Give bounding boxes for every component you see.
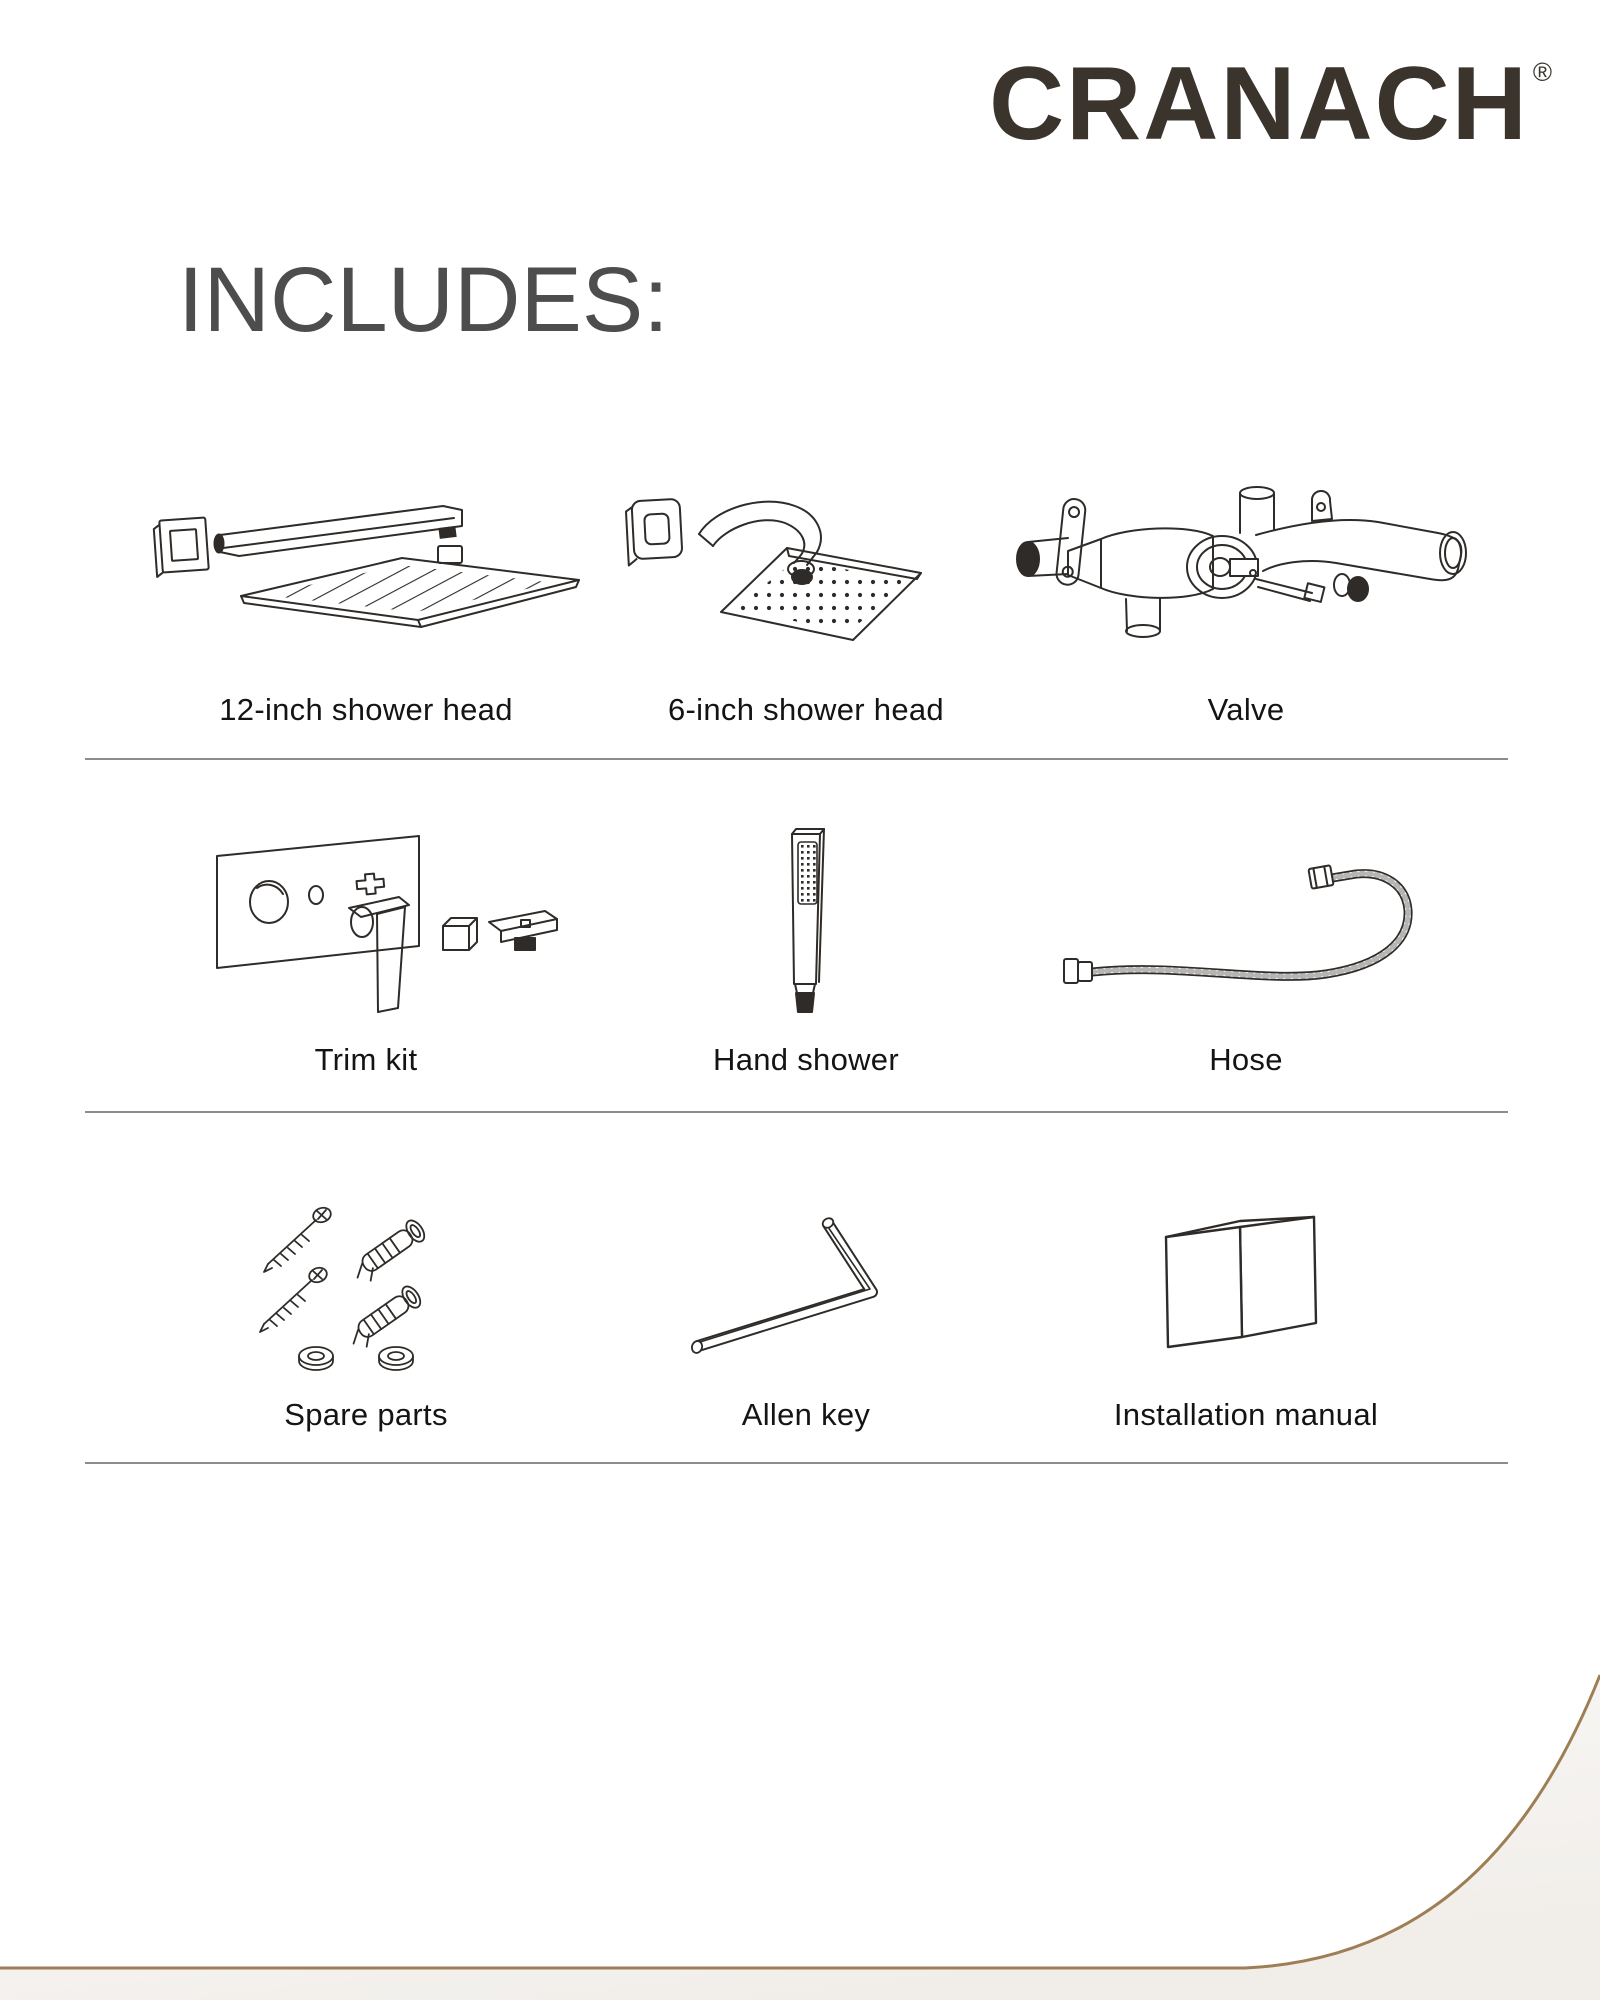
item-label: Installation manual <box>1113 1397 1379 1432</box>
trim-kit-icon <box>151 828 581 1020</box>
item-cell-trim-kit <box>146 818 586 1078</box>
items-row-3 <box>146 1185 1466 1433</box>
allen-key-icon <box>676 1210 936 1360</box>
installation-manual-icon <box>1116 1205 1376 1365</box>
item-art <box>1026 818 1466 1030</box>
item-art <box>676 1185 936 1385</box>
item-label: Spare parts <box>284 1397 448 1432</box>
item-art <box>621 452 991 680</box>
hose-icon <box>1026 852 1466 997</box>
item-label: Allen key <box>741 1397 871 1432</box>
row-divider <box>85 758 1508 760</box>
item-cell-spare-parts <box>146 1185 586 1433</box>
item-cell-valve <box>1026 452 1466 728</box>
row-divider <box>85 1111 1508 1113</box>
item-art <box>1116 1185 1376 1385</box>
item-cell-6in-shower-head <box>586 452 1026 728</box>
item-label: 6-inch shower head <box>668 692 944 727</box>
item-label: Hand shower <box>713 1042 899 1077</box>
item-art <box>151 818 581 1030</box>
item-art <box>151 452 581 680</box>
row-divider <box>85 1462 1508 1464</box>
item-cell-installation-manual <box>1026 1185 1466 1433</box>
hand-shower-icon <box>746 826 866 1022</box>
shower-head-12in-icon <box>151 499 581 634</box>
item-art <box>216 1185 516 1385</box>
items-row-2 <box>146 818 1466 1078</box>
registered-mark: ® <box>1532 57 1552 87</box>
spare-parts-icon <box>216 1194 516 1376</box>
item-label: 12-inch shower head <box>219 692 513 727</box>
valve-icon <box>1006 481 1486 651</box>
item-label: Trim kit <box>314 1042 418 1077</box>
page-title: INCLUDES: <box>178 249 669 351</box>
item-label: Hose <box>1209 1042 1283 1077</box>
item-art <box>1006 452 1486 680</box>
shower-head-6in-icon <box>621 486 991 646</box>
item-cell-hose <box>1026 818 1466 1078</box>
item-art <box>746 818 866 1030</box>
item-cell-12in-shower-head <box>146 452 586 728</box>
item-label: Valve <box>1207 692 1285 727</box>
brand-logo <box>989 46 1552 162</box>
items-row-1 <box>146 452 1466 728</box>
item-cell-hand-shower <box>586 818 1026 1078</box>
brand-logo-text: CRANACH <box>989 46 1529 162</box>
item-cell-allen-key <box>586 1185 1026 1433</box>
